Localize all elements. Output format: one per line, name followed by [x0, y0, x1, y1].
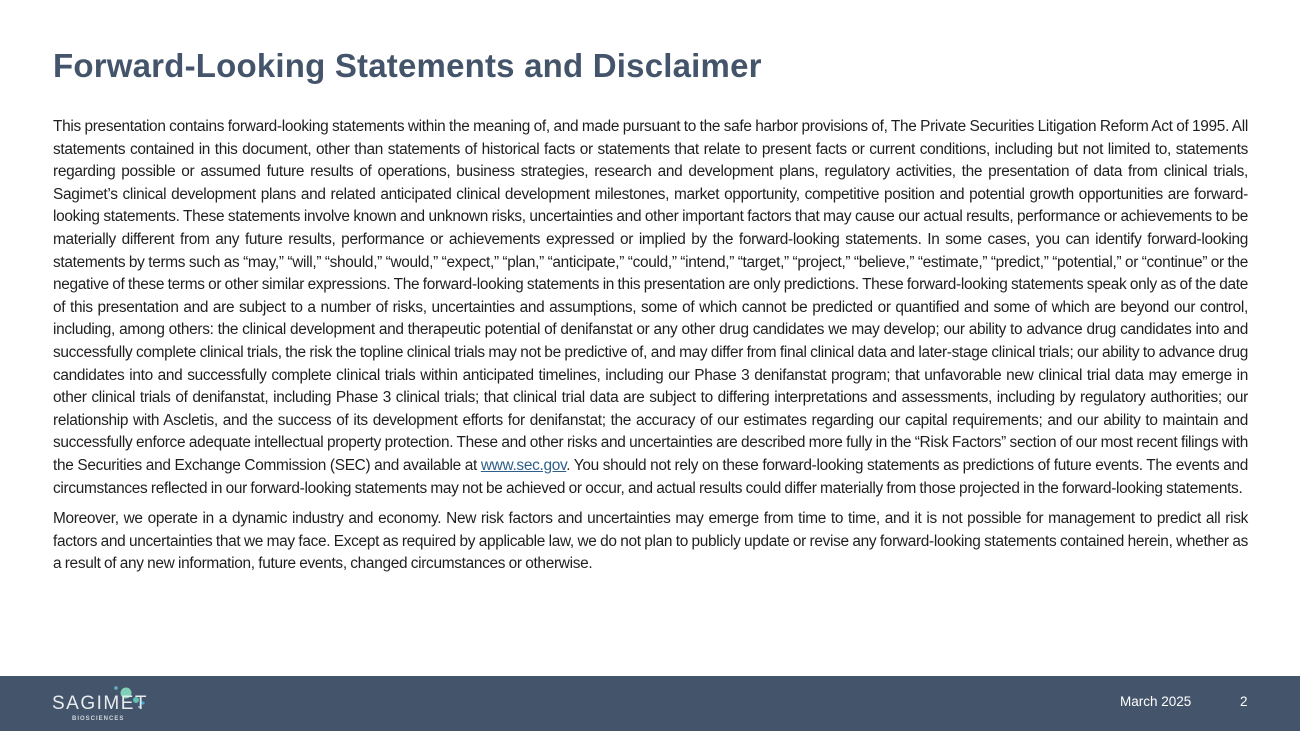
- paragraph-text: . You should not rely on these forward-looking statements as predictions of future events. The events and circumstances reflected in our forward-looking statements may not be achieved or occur, and actual results could differ materially from those projected in the forward-looking statements.: [53, 456, 1248, 497]
- disclaimer-body: [53, 116, 1248, 584]
- paragraph-moreover: Moreover, we operate in a dynamic industry and economy. New risk factors and uncertainties may emerge from time to time, and it is not possible for management to predict all risk factors and uncertainties that we may face. Except as required by applicable law, we do not plan to publicly update or revise any forward-looking statements contained herein, whether as a result of any new information, future events, changed circumstances or otherwise.: [53, 510, 1248, 573]
- footer-date: March 2025: [1120, 694, 1192, 709]
- paragraph-text: This presentation contains forward-looking statements within the meaning of, and made pursuant to the safe harbor provisions of, The Private Securities Litigation Reform Act of 1995. All statements contained in this document, other than statements of historical facts or statements that relate to present facts or current conditions, including but not limited to, statements regarding possible or assumed future results of operations, business strategies, research and development plans, regulatory activities, the presentation of data from clinical trials, Sagimet’s clinical development plans and related anticipated clinical development milestones, market opportunity, competitive position and potential growth opportunities are forward-looking statements. These statements involve known and unknown risks, uncertainties and other important factors that may cause our actual results, performance or achievements to be materially different from any future results, performance or achievements expressed or implied by the forward-looking statements. In some cases, you can identify forward-looking statements by terms such as “may,” “will,” “should,” “would,” “expect,” “plan,” “anticipate,” “could,” “intend,” “target,” “project,” “believe,” “estimate,” “predict,” “potential,” or “continue” or the negative of these terms or other similar expressions. The forward-looking statements in this presentation are only predictions. These forward-looking statements speak only as of the date of this presentation and are subject to a number of risks, uncertainties and assumptions, some of which cannot be predicted or quantified and some of which are beyond our control, including, among others: the clinical development and therapeutic potential of denifanstat or any other drug candidates we may develop; our ability to advance drug candidates into and successfully complete clinical trials, the risk the topline clinical trials may not be predictive of, and may differ from final clinical data and later-stage clinical trials; our ability to advance drug candidates into and successfully complete clinical trials within anticipated timelines, including our Phase 3 denifanstat program; that unfavorable new clinical trial data may emerge in other clinical trials of denifanstat, including Phase 3 clinical trials; that clinical trial data are subject to differing interpretations and assessments, including by regulatory authorities; our relationship with Ascletis, and the success of its development efforts for denifanstat; the accuracy of our estimates regarding our capital requirements; and our ability to maintain and successfully enforce adequate intellectual property protection. These and other risks and uncertainties are described more fully in the “Risk Factors” section of our most recent filings with the Securities and Exchange Commission (SEC) and available at: [53, 118, 1248, 474]
- page-number: 2: [1240, 694, 1248, 709]
- sagimet-logo: [50, 684, 160, 726]
- logo-text: SAGIMET: [52, 693, 149, 714]
- paragraph-forward-looking: [53, 116, 1248, 500]
- sec-link[interactable]: www.sec.gov: [480, 456, 567, 474]
- page-title: Forward-Looking Statements and Disclaimer: [53, 47, 762, 84]
- logo-subtext: BIOSCIENCES: [72, 716, 125, 722]
- footer-bar: [0, 676, 1300, 731]
